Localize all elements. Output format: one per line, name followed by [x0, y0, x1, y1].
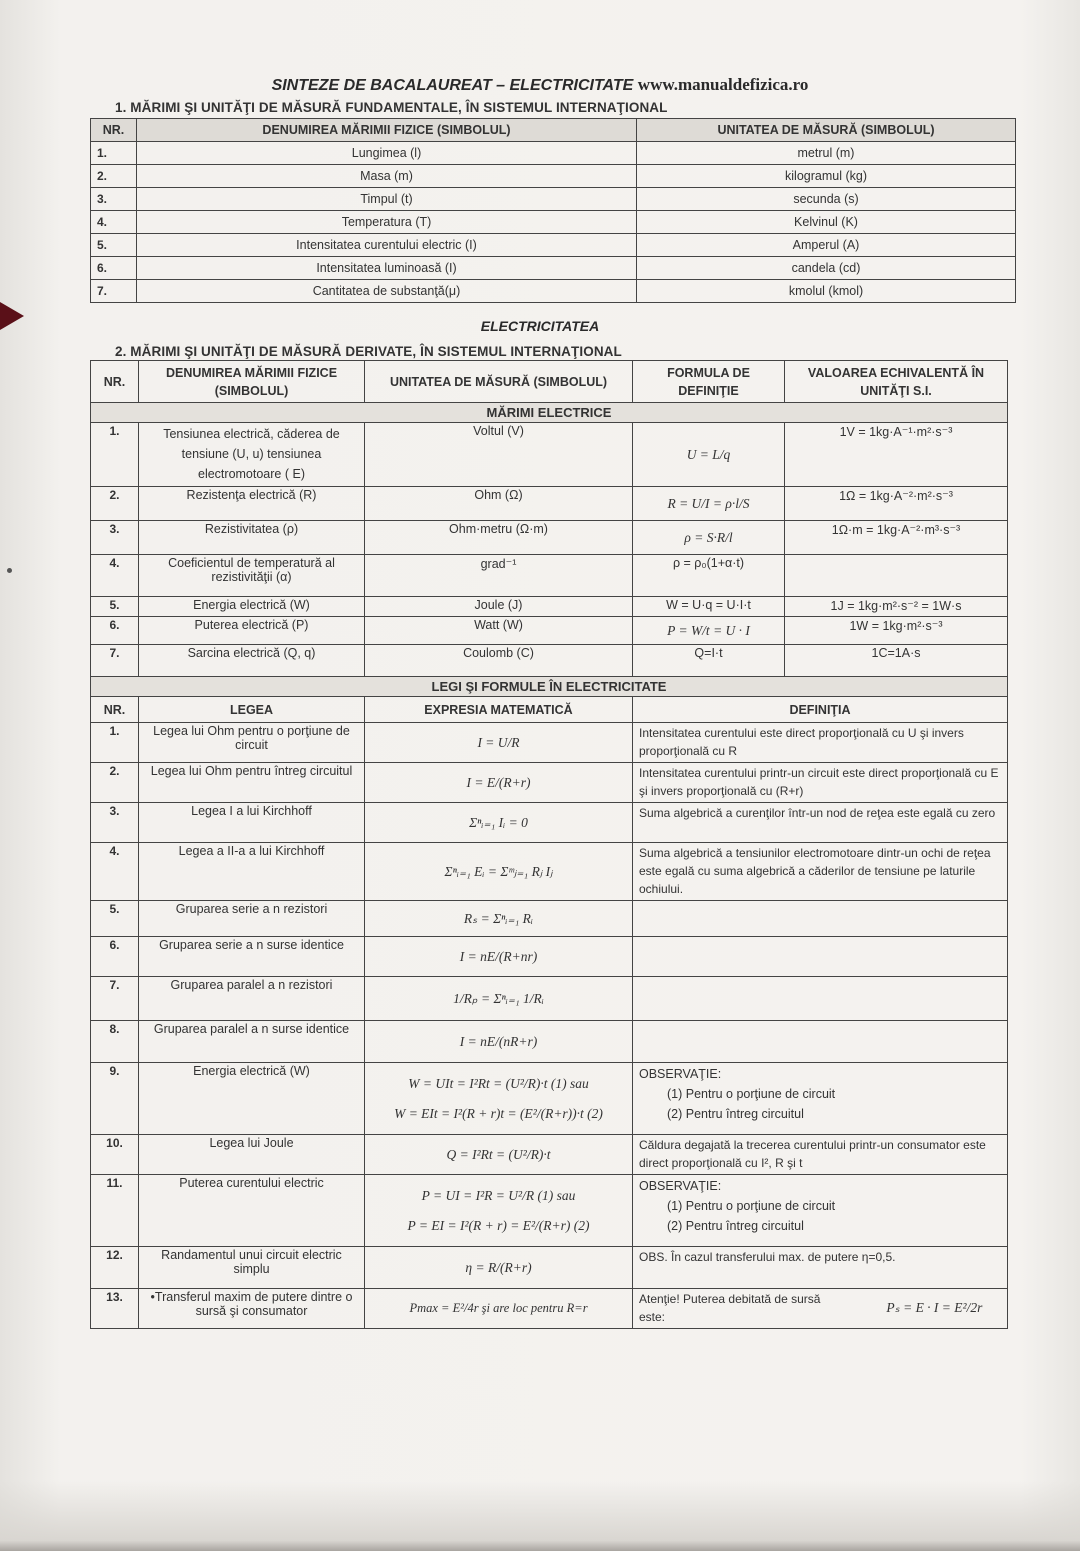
table-row	[91, 142, 1016, 165]
row-name: Coeficientul de temperatură al rezistivităţii (α)	[139, 555, 365, 597]
row-nr: 11.	[91, 1175, 139, 1247]
row-observation	[633, 1063, 1008, 1135]
row-expression: Pmax = E²/4r şi are loc pentru R=r	[365, 1289, 633, 1329]
row-name: Temperatura (T)	[137, 211, 637, 234]
row-nr: 4.	[91, 211, 137, 234]
row-name: Rezistenţa electrică (R)	[139, 487, 365, 521]
attention-note: Atenţie! Puterea debitată de sursă este:	[639, 1292, 821, 1324]
table-row	[91, 723, 1008, 763]
table-row	[91, 521, 1008, 555]
table-row	[91, 555, 1008, 597]
paper-bottom-edge	[0, 1481, 1080, 1551]
section1-title: 1. MĂRIMI ŞI UNITĂŢI DE MĂSURĂ FUNDAMENTALE, ÎN SISTEMUL INTERNAŢIONAL	[115, 100, 668, 115]
table-row	[91, 257, 1016, 280]
row-definition	[633, 1289, 1008, 1329]
row-formula: P = W/t = U · I	[633, 617, 785, 645]
row-formula: U = L/q	[633, 423, 785, 487]
row-unit: secunda (s)	[637, 188, 1016, 211]
row-expression: Σⁿᵢ₌₁ Iᵢ = 0	[365, 803, 633, 843]
row-si	[785, 555, 1008, 597]
row-name: Energia electrică (W)	[139, 597, 365, 617]
col-name: DENUMIREA MĂRIMII FIZICE (SIMBOLUL)	[137, 119, 637, 142]
col-law: LEGEA	[139, 697, 365, 723]
row-law: Gruparea paralel a n rezistori	[139, 977, 365, 1021]
row-unit: Ohm·metru (Ω·m)	[365, 521, 633, 555]
row-expression: I = E/(R+r)	[365, 763, 633, 803]
row-name: Tensiunea electrică, căderea de tensiune (U, u) tensiunea electromotoare ( E)	[139, 423, 365, 487]
table-row	[91, 617, 1008, 645]
row-expression: I = U/R	[365, 723, 633, 763]
row-expression: Rₛ = Σⁿᵢ₌₁ Rᵢ	[365, 901, 633, 937]
table-row	[91, 1175, 1008, 1247]
table-row	[91, 1289, 1008, 1329]
row-definition: Intensitatea curentului printr-un circuit este direct proporţională cu E şi invers proporţională cu (R+r)	[633, 763, 1008, 803]
row-unit: kmolul (kmol)	[637, 280, 1016, 303]
row-si: 1W = 1kg·m²·s⁻³	[785, 617, 1008, 645]
row-definition: Suma algebrică a curenţilor într-un nod de reţea este egală cu zero	[633, 803, 1008, 843]
row-name: Rezistivitatea (ρ)	[139, 521, 365, 555]
row-name: Sarcina electrică (Q, q)	[139, 645, 365, 677]
row-si: 1J = 1kg·m²·s⁻² = 1W·s	[785, 597, 1008, 617]
row-unit: Amperul (A)	[637, 234, 1016, 257]
header-url: www.manualdefizica.ro	[637, 75, 809, 94]
table-row	[91, 901, 1008, 937]
row-unit: kilogramul (kg)	[637, 165, 1016, 188]
row-name: Intensitatea curentului electric (I)	[137, 234, 637, 257]
row-law: Randamentul unui circuit electric simplu	[139, 1247, 365, 1289]
row-definition	[633, 977, 1008, 1021]
row-si: 1V = 1kg·A⁻¹·m²·s⁻³	[785, 423, 1008, 487]
row-unit: Watt (W)	[365, 617, 633, 645]
row-nr: 1.	[91, 142, 137, 165]
row-nr: 1.	[91, 423, 139, 487]
row-law: Gruparea paralel a n surse identice	[139, 1021, 365, 1063]
row-formula: Q=I·t	[633, 645, 785, 677]
row-definition	[633, 1021, 1008, 1063]
table-row	[91, 977, 1008, 1021]
table-row	[91, 280, 1016, 303]
col-expression: EXPRESIA MATEMATICĂ	[365, 697, 633, 723]
table-row	[91, 1247, 1008, 1289]
row-expression: I = nE/(R+nr)	[365, 937, 633, 977]
row-nr: 10.	[91, 1135, 139, 1175]
row-si: 1C=1A·s	[785, 645, 1008, 677]
table-row	[91, 211, 1016, 234]
row-name: Masa (m)	[137, 165, 637, 188]
row-nr: 6.	[91, 937, 139, 977]
source-power-formula: Pₛ = E · I = E²/2r	[886, 1300, 983, 1315]
row-nr: 3.	[91, 188, 137, 211]
row-definition: Intensitatea curentului este direct proporţională cu U şi invers proporţională cu R	[633, 723, 1008, 763]
row-nr: 2.	[91, 165, 137, 188]
table-row	[91, 234, 1016, 257]
row-si: 1Ω·m = 1kg·A⁻²·m³·s⁻³	[785, 521, 1008, 555]
row-definition: Suma algebrică a tensiunilor electromotoare dintr-un ochi de reţea este egală cu suma algebrică a căderilor de tensiune pe laturile ochiului.	[633, 843, 1008, 901]
observation-item-2: (2) Pentru întreg circuitul	[667, 1219, 804, 1233]
table-row	[91, 763, 1008, 803]
section2-title: 2. MĂRIMI ŞI UNITĂŢI DE MĂSURĂ DERIVATE, ÎN SISTEMUL INTERNAŢIONAL	[115, 344, 622, 359]
row-unit: Joule (J)	[365, 597, 633, 617]
paper-speck	[7, 568, 12, 573]
row-nr: 13.	[91, 1289, 139, 1329]
row-expression: η = R/(R+r)	[365, 1247, 633, 1289]
table-row	[91, 165, 1016, 188]
row-nr: 5.	[91, 597, 139, 617]
row-nr: 6.	[91, 257, 137, 280]
row-law: Gruparea serie a n surse identice	[139, 937, 365, 977]
row-nr: 5.	[91, 234, 137, 257]
row-expression: Σⁿᵢ₌₁ Eᵢ = Σᵐⱼ₌₁ Rⱼ Iⱼ	[365, 843, 633, 901]
col-unit: UNITATEA DE MĂSURĂ (SIMBOLUL)	[637, 119, 1016, 142]
row-law: Legea a II-a a lui Kirchhoff	[139, 843, 365, 901]
table-row	[91, 1135, 1008, 1175]
subheader-row	[91, 677, 1008, 697]
observation-title: OBSERVAŢIE:	[639, 1067, 722, 1081]
expression-line-1: P = UI = I²R = U²/R (1) sau	[421, 1187, 576, 1203]
col-formula: FORMULA DE DEFINIŢIE	[633, 361, 785, 403]
row-formula: ρ = S·R/l	[633, 521, 785, 555]
row-nr: 6.	[91, 617, 139, 645]
row-definition: Căldura degajată la trecerea curentului printr-un consumator este direct proporţională cu I², R şi t	[633, 1135, 1008, 1175]
row-unit: candela (cd)	[637, 257, 1016, 280]
row-name: Timpul (t)	[137, 188, 637, 211]
row-nr: 1.	[91, 723, 139, 763]
row-law: Legea lui Ohm pentru întreg circuitul	[139, 763, 365, 803]
col-name: DENUMIREA MĂRIMII FIZICE (SIMBOLUL)	[139, 361, 365, 403]
table-row	[91, 423, 1008, 487]
row-si: 1Ω = 1kg·A⁻²·m²·s⁻³	[785, 487, 1008, 521]
derived-units-and-laws-table	[90, 360, 1008, 1329]
row-nr: 3.	[91, 803, 139, 843]
row-law: •Transferul maxim de putere dintre o sursă şi consumator	[139, 1289, 365, 1329]
table-row	[91, 843, 1008, 901]
row-nr: 5.	[91, 901, 139, 937]
table-row	[91, 1063, 1008, 1135]
observation-item-1: (1) Pentru o porţiune de circuit	[667, 1087, 836, 1101]
subheader-row	[91, 403, 1008, 423]
table-row	[91, 487, 1008, 521]
row-nr: 7.	[91, 280, 137, 303]
row-name: Cantitatea de substanţă(μ)	[137, 280, 637, 303]
row-definition	[633, 901, 1008, 937]
subheader-laws: LEGI ŞI FORMULE ÎN ELECTRICITATE	[91, 677, 1008, 697]
row-name: Puterea electrică (P)	[139, 617, 365, 645]
col-nr: NR.	[91, 119, 137, 142]
page-header	[0, 75, 1080, 95]
row-expression	[365, 1063, 633, 1135]
table-header-row	[91, 697, 1008, 723]
row-nr: 8.	[91, 1021, 139, 1063]
row-unit: Voltul (V)	[365, 423, 633, 487]
col-nr: NR.	[91, 697, 139, 723]
row-expression: 1/Rₚ = Σⁿᵢ₌₁ 1/Rᵢ	[365, 977, 633, 1021]
table-row	[91, 937, 1008, 977]
row-expression: Q = I²Rt = (U²/R)·t	[365, 1135, 633, 1175]
row-formula: ρ = ρ₀(1+α·t)	[633, 555, 785, 597]
row-nr: 3.	[91, 521, 139, 555]
row-unit: metrul (m)	[637, 142, 1016, 165]
row-nr: 4.	[91, 843, 139, 901]
row-law: Legea lui Joule	[139, 1135, 365, 1175]
electricity-heading: ELECTRICITATEA	[480, 318, 600, 334]
row-formula: R = U/I = ρ·l/S	[633, 487, 785, 521]
subheader-electric-quantities: MĂRIMI ELECTRICE	[91, 403, 1008, 423]
row-law: Puterea curentului electric	[139, 1175, 365, 1247]
observation-title: OBSERVAŢIE:	[639, 1179, 722, 1193]
observation-item-2: (2) Pentru întreg circuitul	[667, 1107, 804, 1121]
expression-line-1: W = UIt = I²Rt = (U²/R)·t (1) sau	[408, 1075, 589, 1091]
header-title: SINTEZE DE BACALAUREAT – ELECTRICITATE	[271, 77, 634, 94]
row-expression: I = nE/(nR+r)	[365, 1021, 633, 1063]
fundamental-units-table	[90, 118, 1016, 303]
row-definition: OBS. În cazul transferului max. de putere η=0,5.	[633, 1247, 1008, 1289]
row-nr: 2.	[91, 763, 139, 803]
row-unit: grad⁻¹	[365, 555, 633, 597]
table-row	[91, 188, 1016, 211]
row-law: Legea I a lui Kirchhoff	[139, 803, 365, 843]
row-nr: 4.	[91, 555, 139, 597]
row-nr: 7.	[91, 977, 139, 1021]
table-row	[91, 803, 1008, 843]
row-formula: W = U·q = U·I·t	[633, 597, 785, 617]
row-nr: 2.	[91, 487, 139, 521]
row-name: Intensitatea luminoasă (I)	[137, 257, 637, 280]
row-unit: Ohm (Ω)	[365, 487, 633, 521]
expression-line-2: P = EI = I²(R + r) = E²/(R+r) (2)	[407, 1217, 590, 1233]
col-nr: NR.	[91, 361, 139, 403]
row-definition	[633, 937, 1008, 977]
row-nr: 9.	[91, 1063, 139, 1135]
row-observation	[633, 1175, 1008, 1247]
observation-item-1: (1) Pentru o porţiune de circuit	[667, 1199, 836, 1213]
table-header-row	[91, 361, 1008, 403]
row-law: Energia electrică (W)	[139, 1063, 365, 1135]
row-expression	[365, 1175, 633, 1247]
col-unit: UNITATEA DE MĂSURĂ (SIMBOLUL)	[365, 361, 633, 403]
row-name: Lungimea (l)	[137, 142, 637, 165]
expression-line-2: W = EIt = I²(R + r)t = (E²/(R+r))·t (2)	[394, 1105, 603, 1121]
table-header-row	[91, 119, 1016, 142]
row-nr: 7.	[91, 645, 139, 677]
row-unit: Coulomb (C)	[365, 645, 633, 677]
row-law: Legea lui Ohm pentru o porţiune de circuit	[139, 723, 365, 763]
row-unit: Kelvinul (K)	[637, 211, 1016, 234]
table-row	[91, 1021, 1008, 1063]
table-row	[91, 645, 1008, 677]
table-row	[91, 597, 1008, 617]
col-si-value: VALOAREA ECHIVALENTĂ ÎN UNITĂŢI S.I.	[785, 361, 1008, 403]
row-nr: 12.	[91, 1247, 139, 1289]
row-law: Gruparea serie a n rezistori	[139, 901, 365, 937]
col-definition: DEFINIŢIA	[633, 697, 1008, 723]
